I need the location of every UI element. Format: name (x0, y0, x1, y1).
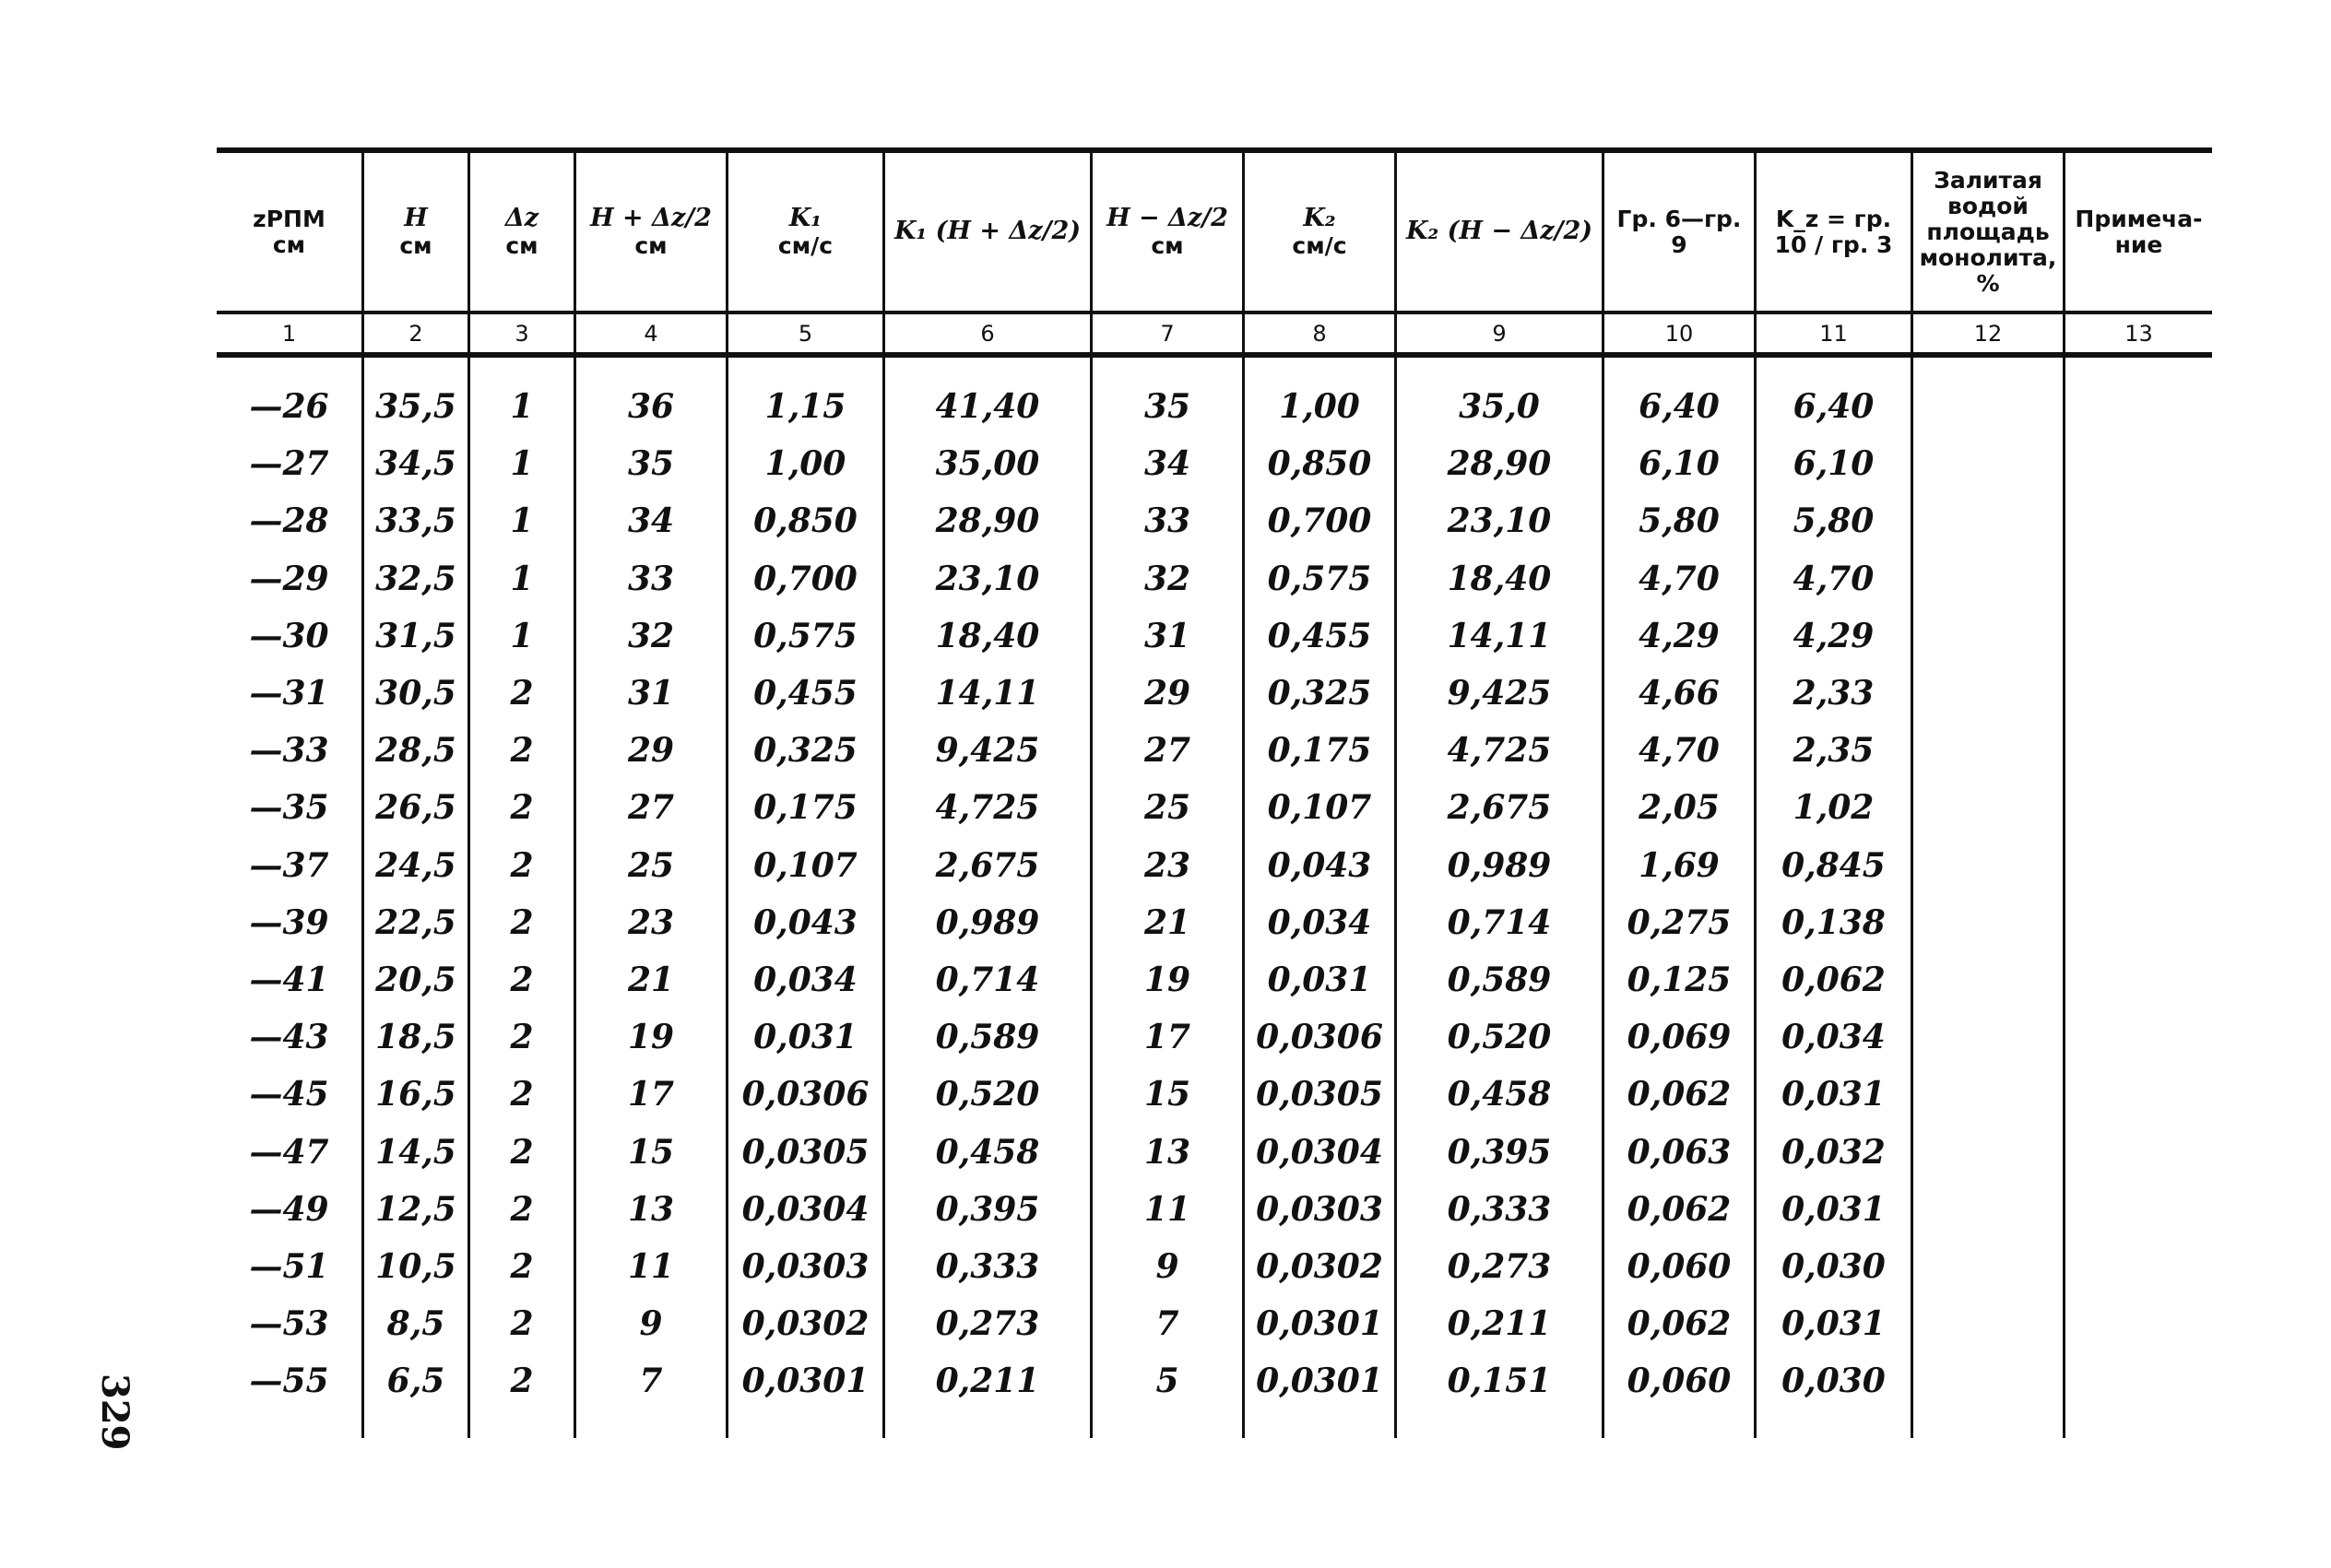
table-column (1604, 358, 1757, 1438)
table-cell: 1,00 (1279, 387, 1360, 427)
table-cell: —27 (249, 444, 329, 484)
table-cell: 13 (627, 1189, 675, 1229)
table-column (885, 358, 1093, 1438)
table-cell (1913, 665, 2063, 722)
table-cell: —35 (249, 788, 329, 828)
table-column (217, 358, 364, 1438)
header-cell (1913, 153, 2065, 311)
table-cell: 0,175 (753, 788, 858, 828)
table-cell (2065, 1008, 2212, 1066)
table-cell: 0,714 (935, 960, 1040, 999)
table-cell: 41,40 (935, 387, 1040, 427)
header-unit: см (272, 230, 306, 258)
table-column (2065, 358, 2212, 1438)
column-number: 3 (470, 314, 576, 352)
table-cell: 0,030 (1781, 1362, 1886, 1401)
table-cell: 6,10 (1793, 444, 1875, 484)
table-cell: 1 (510, 387, 534, 427)
table-cell: 0,060 (1627, 1246, 1732, 1286)
table-cell: 0,031 (753, 1018, 858, 1057)
table-cell: 2,675 (935, 845, 1040, 885)
table-cell: 6,5 (386, 1362, 445, 1401)
table-cell: 2 (510, 960, 534, 999)
header-text: K₂ (1303, 204, 1336, 233)
table-cell: 28,90 (935, 501, 1040, 541)
table-cell: 0,273 (1447, 1246, 1552, 1286)
header-unit: см/с (777, 231, 834, 259)
table-cell: 0,031 (1781, 1189, 1886, 1229)
table-cell: 10,5 (375, 1246, 456, 1286)
table-cell: 25 (627, 845, 675, 885)
table-cell: 18,5 (375, 1018, 456, 1057)
table-cell: 0,989 (935, 902, 1040, 942)
table-cell: 0,034 (753, 960, 858, 999)
table-cell: 35,5 (375, 387, 456, 427)
table-cell: 0,395 (1447, 1132, 1552, 1172)
table-cell: 0,520 (935, 1075, 1040, 1114)
header-cell (728, 153, 885, 311)
table-cell: 0,0302 (741, 1304, 870, 1344)
table-cell (1913, 951, 2063, 1008)
table-cell: 4,29 (1793, 616, 1875, 655)
table-cell: 0,458 (935, 1132, 1040, 1172)
table-cell: 26,5 (375, 788, 456, 828)
table-cell: 5,80 (1793, 501, 1875, 541)
header-unit: см (1151, 231, 1184, 259)
table-cell: 0,060 (1627, 1362, 1732, 1401)
table-cell: 2 (510, 731, 534, 771)
header-unit: см (505, 231, 538, 259)
header-unit: % (1976, 269, 2000, 297)
table-cell: —26 (249, 387, 329, 427)
table-cell: 32 (627, 616, 675, 655)
table-cell: 0,0301 (1256, 1362, 1383, 1401)
table-cell: 0,138 (1781, 902, 1886, 942)
table-cell: 2 (510, 1304, 534, 1344)
table-cell: 0,211 (935, 1362, 1040, 1401)
table-cell: 0,069 (1627, 1018, 1732, 1057)
table-cell: 9,425 (935, 731, 1040, 771)
table-cell: —29 (249, 559, 329, 598)
table-column (470, 358, 576, 1438)
table-cell: 5,80 (1639, 501, 1720, 541)
table-cell: 6,40 (1793, 387, 1875, 427)
table-cell (1913, 894, 2063, 951)
table-cell: 0,0301 (741, 1362, 870, 1401)
table-cell (1913, 435, 2063, 492)
table-cell: 0,107 (1267, 788, 1372, 828)
table-cell: 0,034 (1781, 1018, 1886, 1057)
table-cell (2065, 951, 2212, 1008)
table-cell: 2,33 (1793, 674, 1875, 713)
table-cell (1913, 1181, 2063, 1238)
table-cell: —53 (249, 1304, 329, 1344)
table-cell: 0,175 (1267, 731, 1372, 771)
page-number: 329 (93, 1373, 136, 1451)
table-cell: 0,325 (753, 731, 858, 771)
column-number: 6 (885, 314, 1093, 352)
table-cell: 0,034 (1267, 902, 1372, 942)
table-cell: 0,031 (1267, 960, 1372, 999)
table-cell: 0,455 (1267, 616, 1372, 655)
table-cell: 2,35 (1793, 731, 1875, 771)
table-cell: 21 (1143, 902, 1191, 942)
table-cell: 0,043 (1267, 845, 1372, 885)
table-cell (1913, 550, 2063, 607)
table-cell: 12,5 (375, 1189, 456, 1229)
header-cell (576, 153, 728, 311)
table-cell: 0,989 (1447, 845, 1552, 885)
header-cell (1757, 153, 1913, 311)
table-cell: 1,02 (1793, 788, 1875, 828)
table-cell: —39 (249, 902, 329, 942)
table-cell: 23 (1143, 845, 1191, 885)
table-cell (2065, 1123, 2212, 1180)
table-cell: 27 (627, 788, 675, 828)
header-cell (1397, 153, 1604, 311)
header-text: K₁ (H + Δz/2) (893, 217, 1082, 246)
table-cell: 6,40 (1639, 387, 1720, 427)
header-text: Примеча-ние (2075, 205, 2203, 258)
table-cell: 0,395 (935, 1189, 1040, 1229)
table-column (728, 358, 885, 1438)
table-cell: 2 (510, 1362, 534, 1401)
table-cell (2065, 435, 2212, 492)
table-cell: 8,5 (386, 1304, 445, 1344)
table-cell: 34 (1143, 444, 1191, 484)
table-cell: 23 (627, 902, 675, 942)
table-cell: 20,5 (375, 960, 456, 999)
table-cell (1913, 378, 2063, 435)
table-cell: 2,675 (1447, 788, 1552, 828)
table-cell (1913, 1295, 2063, 1352)
table-cell: 35 (627, 444, 675, 484)
table-cell: 4,70 (1639, 731, 1720, 771)
table-column (1757, 358, 1913, 1438)
table-cell: 0,700 (753, 559, 858, 598)
table-cell: 17 (1143, 1018, 1191, 1057)
table-cell: 11 (627, 1246, 675, 1286)
table-cell: 0,211 (1447, 1304, 1552, 1344)
table-cell: 0,0305 (1256, 1075, 1383, 1114)
table-cell: 16,5 (375, 1075, 456, 1114)
table-cell (1913, 492, 2063, 549)
table-cell: 0,333 (1447, 1189, 1552, 1229)
table-cell: —43 (249, 1018, 329, 1057)
table-cell: —30 (249, 616, 329, 655)
column-number: 13 (2124, 320, 2153, 347)
table-cell: 0,0304 (741, 1189, 870, 1229)
table-cell: 0,062 (1627, 1304, 1732, 1344)
column-number: 12 (1913, 314, 2065, 352)
table-cell: 15 (627, 1132, 675, 1172)
table-cell (1913, 1238, 2063, 1295)
table-cell: 1 (510, 616, 534, 655)
table-cell: 0,043 (753, 902, 858, 942)
table-cell: 0,0306 (1256, 1018, 1383, 1057)
header-text: H − Δz/2 (1106, 204, 1228, 233)
table-cell: 31 (1143, 616, 1191, 655)
table-cell: —41 (249, 960, 329, 999)
table-cell: 33,5 (375, 501, 456, 541)
table-cell: 0,0303 (1256, 1189, 1383, 1229)
table-cell: 9 (639, 1304, 663, 1344)
table-cell (2065, 550, 2212, 607)
table-cell: 0,455 (753, 674, 858, 713)
header-text: Гр. 6—гр. 9 (1616, 205, 1742, 258)
table-cell: 0,850 (753, 501, 858, 541)
table-cell: 32 (1143, 559, 1191, 598)
table-cell: 9,425 (1447, 674, 1552, 713)
table-cell: 7 (639, 1362, 663, 1401)
column-number: 11 (1757, 314, 1913, 352)
table-column (576, 358, 728, 1438)
table-cell: 1 (510, 501, 534, 541)
table-cell: 14,5 (375, 1132, 456, 1172)
table-cell (1913, 837, 2063, 894)
table-cell: 2 (510, 902, 534, 942)
table-cell: 9 (1155, 1246, 1179, 1286)
table-cell: 32,5 (375, 559, 456, 598)
table-cell: 13 (1143, 1132, 1191, 1172)
table-body (217, 358, 2212, 1438)
table-cell: 0,589 (935, 1018, 1040, 1057)
table-column (364, 358, 470, 1438)
table-cell: 27 (1143, 731, 1191, 771)
table-cell: 2,05 (1639, 788, 1720, 828)
table-cell: 0,845 (1781, 845, 1886, 885)
column-number: 7 (1093, 314, 1245, 352)
table-cell: 34,5 (375, 444, 456, 484)
table-cell: 1 (510, 559, 534, 598)
table-cell: 0,575 (753, 616, 858, 655)
table-cell (2065, 378, 2212, 435)
table-cell: 22,5 (375, 902, 456, 942)
column-number: 4 (576, 314, 728, 352)
table-cell: 0,700 (1267, 501, 1372, 541)
table-cell: 2 (510, 1075, 534, 1114)
header-cell (1245, 153, 1397, 311)
table-cell (2065, 722, 2212, 779)
header-row (217, 153, 2212, 311)
table-cell: 2 (510, 845, 534, 885)
table-cell: —47 (249, 1132, 329, 1172)
table-cell: 0,520 (1447, 1018, 1552, 1057)
table-cell: 4,725 (1447, 731, 1552, 771)
table-cell: 0,032 (1781, 1132, 1886, 1172)
table-cell: 35 (1143, 387, 1191, 427)
table-cell: 4,70 (1793, 559, 1875, 598)
table-cell: —37 (249, 845, 329, 885)
column-number: 8 (1245, 314, 1397, 352)
table-cell (2065, 1295, 2212, 1352)
table-cell (1913, 722, 2063, 779)
table-cell: 28,90 (1447, 444, 1552, 484)
header-cell (364, 153, 470, 311)
table-cell: 1,69 (1639, 845, 1720, 885)
table-cell: 14,11 (1447, 616, 1552, 655)
table-cell: 2 (510, 674, 534, 713)
table-cell: 15 (1143, 1075, 1191, 1114)
table-cell: 18,40 (1447, 559, 1552, 598)
table-cell: 0,273 (935, 1304, 1040, 1344)
table-cell: 21 (627, 960, 675, 999)
header-unit: см (634, 231, 668, 259)
table-cell: 0,107 (753, 845, 858, 885)
table-cell: 0,589 (1447, 960, 1552, 999)
table-cell: 25 (1143, 788, 1191, 828)
column-number: 2 (364, 314, 470, 352)
table-cell (1913, 1066, 2063, 1123)
table-cell: 2 (510, 1189, 534, 1229)
table-cell: 14,11 (935, 674, 1040, 713)
table-cell: 0,0304 (1256, 1132, 1383, 1172)
table-cell: 0,0303 (741, 1246, 870, 1286)
table-cell (2065, 1066, 2212, 1123)
table-cell (2065, 894, 2212, 951)
header-unit: см (399, 231, 432, 259)
table-cell: 35,00 (935, 444, 1040, 484)
header-cell (1093, 153, 1245, 311)
table-cell: 0,125 (1627, 960, 1732, 999)
table-cell: 29 (627, 731, 675, 771)
table-cell (2065, 607, 2212, 665)
table-cell: 0,031 (1781, 1075, 1886, 1114)
table-cell: 17 (627, 1075, 675, 1114)
table-cell: 4,66 (1639, 674, 1720, 713)
table-cell: 23,10 (1447, 501, 1552, 541)
table-column (1245, 358, 1397, 1438)
table-cell (2065, 1352, 2212, 1409)
table-cell: —28 (249, 501, 329, 541)
table-cell: 19 (1143, 960, 1191, 999)
table-cell: 0,850 (1267, 444, 1372, 484)
table-cell: 0,0305 (741, 1132, 870, 1172)
header-text: H (404, 204, 428, 233)
table-cell: 24,5 (375, 845, 456, 885)
table-cell (2065, 665, 2212, 722)
table-cell: 1,00 (764, 444, 846, 484)
header-text: H + Δz/2 (590, 204, 712, 233)
table-cell: 29 (1143, 674, 1191, 713)
table-cell: 0,151 (1447, 1362, 1552, 1401)
header-cell (2065, 153, 2212, 311)
table-cell: 0,458 (1447, 1075, 1552, 1114)
table-cell: 0,275 (1627, 902, 1732, 942)
table-cell: 33 (627, 559, 675, 598)
column-number: 1 (217, 314, 364, 352)
header-cell (1604, 153, 1757, 311)
header-unit: см/с (1292, 231, 1347, 259)
column-number: 5 (728, 314, 885, 352)
table-cell: 0,063 (1627, 1132, 1732, 1172)
table-cell: 0,325 (1267, 674, 1372, 713)
table-cell: 4,70 (1639, 559, 1720, 598)
table-cell: 0,062 (1627, 1189, 1732, 1229)
table-cell: 34 (627, 501, 675, 541)
table-cell: 0,0301 (1256, 1304, 1383, 1344)
table-cell: 4,29 (1639, 616, 1720, 655)
table-cell: 6,10 (1639, 444, 1720, 484)
header-text: Залитая водой площадь монолита, (1919, 166, 2057, 271)
table-column (1093, 358, 1245, 1438)
column-number: 9 (1397, 314, 1604, 352)
header-cell (470, 153, 576, 311)
table-cell: 0,062 (1781, 960, 1886, 999)
table-cell: —45 (249, 1075, 329, 1114)
table-cell: 23,10 (935, 559, 1040, 598)
table-cell: 2 (510, 1132, 534, 1172)
header-cell (217, 153, 364, 311)
header-text: K₁ (788, 204, 822, 233)
table-cell: 7 (1155, 1304, 1179, 1344)
table-cell (2065, 779, 2212, 836)
table-cell (1913, 1352, 2063, 1409)
table-cell: —31 (249, 674, 329, 713)
table-cell: 28,5 (375, 731, 456, 771)
table-cell: 5 (1155, 1362, 1179, 1401)
header-text: K₂ (H − Δz/2) (1405, 217, 1593, 246)
table-cell: 11 (1143, 1189, 1191, 1229)
table-column (1397, 358, 1604, 1438)
table-cell: 0,0306 (741, 1075, 870, 1114)
table-cell: 19 (627, 1018, 675, 1057)
table-cell: —49 (249, 1189, 329, 1229)
table-cell: 35,0 (1459, 387, 1540, 427)
table-cell (1913, 1008, 2063, 1066)
table-cell: 30,5 (375, 674, 456, 713)
header-text: K_z = гр. 10 / гр. 3 (1774, 205, 1893, 258)
table-cell (1913, 1123, 2063, 1180)
table-cell: 0,575 (1267, 559, 1372, 598)
table-cell: 31,5 (375, 616, 456, 655)
table-cell: 0,0302 (1256, 1246, 1383, 1286)
table-cell (1913, 779, 2063, 836)
table-cell: —33 (249, 731, 329, 771)
table-cell: 2 (510, 788, 534, 828)
table-cell: 2 (510, 1246, 534, 1286)
table-cell (2065, 1238, 2212, 1295)
table-column (1913, 358, 2065, 1438)
table-cell: 1,15 (764, 387, 846, 427)
column-number-row (217, 314, 2212, 352)
table-cell: 18,40 (935, 616, 1040, 655)
table-cell (2065, 837, 2212, 894)
header-text: zРПМ (253, 205, 325, 232)
table-cell: 2 (510, 1018, 534, 1057)
table-cell: 0,714 (1447, 902, 1552, 942)
table-cell (1913, 607, 2063, 665)
table-cell: 0,333 (935, 1246, 1040, 1286)
table-cell: —51 (249, 1246, 329, 1286)
table-cell: 36 (627, 387, 675, 427)
table-cell: 4,725 (935, 788, 1040, 828)
table-cell (2065, 1181, 2212, 1238)
header-cell (885, 153, 1093, 311)
table-cell: 33 (1143, 501, 1191, 541)
table-cell: 0,062 (1627, 1075, 1732, 1114)
table-cell: 0,030 (1781, 1246, 1886, 1286)
column-number: 10 (1604, 314, 1757, 352)
table-cell: —55 (249, 1362, 329, 1401)
table-cell: 0,031 (1781, 1304, 1886, 1344)
table-cell (2065, 492, 2212, 549)
header-text: Δz (504, 204, 539, 233)
table-cell: 1 (510, 444, 534, 484)
table-cell: 31 (627, 674, 675, 713)
